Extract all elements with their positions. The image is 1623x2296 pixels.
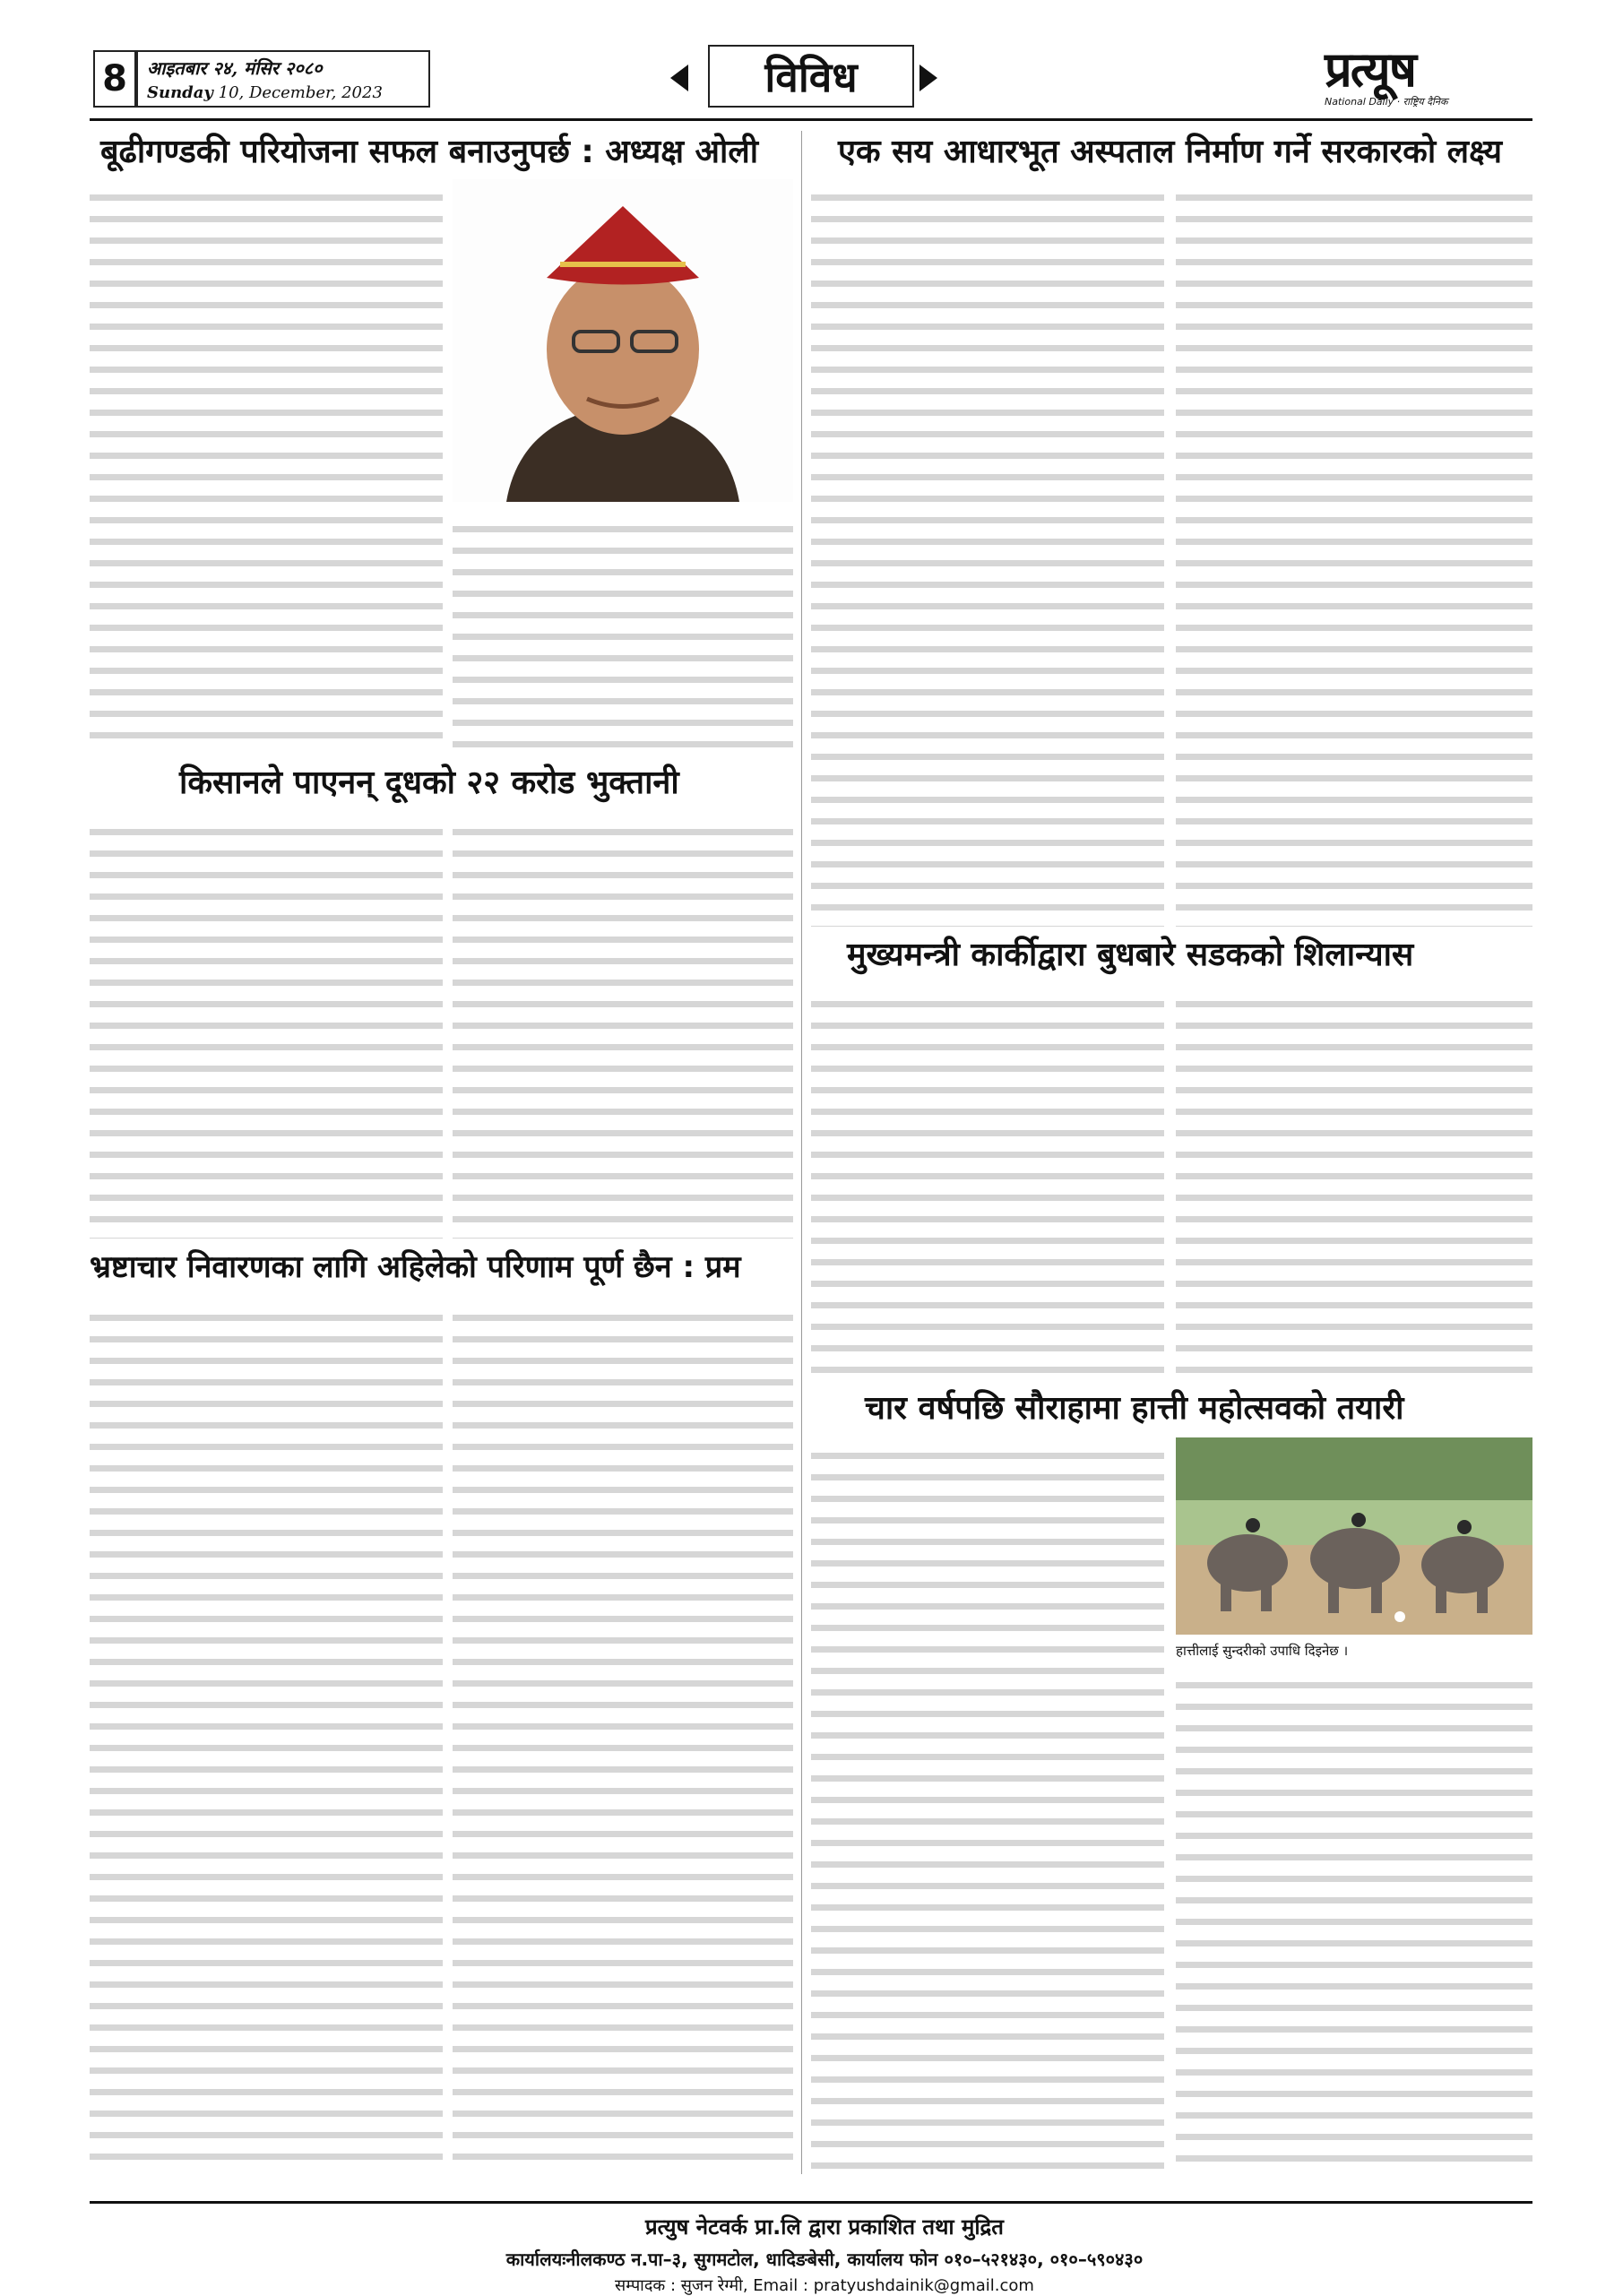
logo-sub-en: National Daily [1325,96,1394,108]
headline-corruption: भ्रष्टाचार निवारणका लागि अहिलेको परिणाम पूर्ण छैन : प्रम [90,1249,741,1285]
arrow-right-icon [919,65,937,91]
article-text-corruption-col2 [453,1299,793,2174]
photo-elephants [1176,1437,1532,1635]
headline-budhigandaki: बूढीगण्डकी परियोजना सफल बनाउनुपर्छ : अध्यक्ष ओली [100,134,759,170]
article-text-road-col2 [1176,986,1532,1380]
footer-publisher: प्रत्युष नेटवर्क प्रा.लि द्वारा प्रकाशित तथा मुद्रित [644,2214,1004,2240]
article-text-budhigandaki-col1 [90,179,443,753]
footer [466,2212,1183,2296]
article-text-hospital-col1 [811,179,1164,927]
elephant-photo-caption: हात्तीलाई सुन्दरीको उपाधि दिइनेछ । [1176,1643,1349,1659]
page-number: 8 [93,50,136,108]
logo-subtitle: National Daily · राष्ट्रिय दैनिक [1325,96,1448,108]
article-text-hospital-col2 [1176,179,1532,927]
footer-editor-label: सम्पादक : सुजन रेग्मी, Email : [615,2276,808,2295]
footer-rule [90,2201,1532,2204]
column-divider [801,131,802,2174]
headline-milk: किसानले पाएनन् दूधको २२ करोड भुक्तानी [179,764,679,801]
article-text-budhigandaki-col2 [453,511,793,753]
footer-email: pratyushdainik@gmail.com [813,2276,1034,2295]
day-english: Sunday [147,83,213,102]
header-rule [90,118,1532,121]
section-title: विविध [708,45,914,108]
date-english: 10, December, 2023 [218,83,383,102]
article-text-milk-col2 [453,814,793,1239]
date-nepali: आइतबार २४, मंसिर २०८० [147,57,323,79]
article-text-road-col1 [811,986,1164,1380]
masthead-logo [1325,41,1509,109]
footer-office: कार्यालयःनीलकण्ठ न.पा–३, सुगमटोल, धादिङबेसी, कार्यालय फोन ०१०–५२१४३०, ०१०–५९०४३० [505,2249,1144,2270]
footer-editor [466,2274,1183,2296]
article-text-milk-col1 [90,814,443,1239]
logo-sub-np: राष्ट्रिय दैनिक [1403,96,1448,108]
date-english-line [147,83,419,102]
headline-hospital: एक सय आधारभूत अस्पताल निर्माण गर्ने सरकारको लक्ष्य [838,134,1502,170]
headline-road: मुख्यमन्त्री कार्कीद्वारा बुधबारे सडकको शिलान्यास [847,937,1414,973]
headline-elephant: चार वर्षपछि सौराहामा हात्ती महोत्सवको तयारी [865,1390,1404,1427]
arrow-left-icon [670,65,688,91]
article-text-corruption-col1 [90,1299,443,2174]
logo-text: प्रत्यूष [1325,41,1415,98]
elephant-scene-illustration [1176,1437,1532,1635]
photo-oli [453,179,793,502]
issue-date [136,50,430,108]
article-text-elephant-col2 [1176,1667,1532,2174]
article-text-elephant-col1 [811,1437,1164,2174]
portrait-illustration [453,179,793,502]
